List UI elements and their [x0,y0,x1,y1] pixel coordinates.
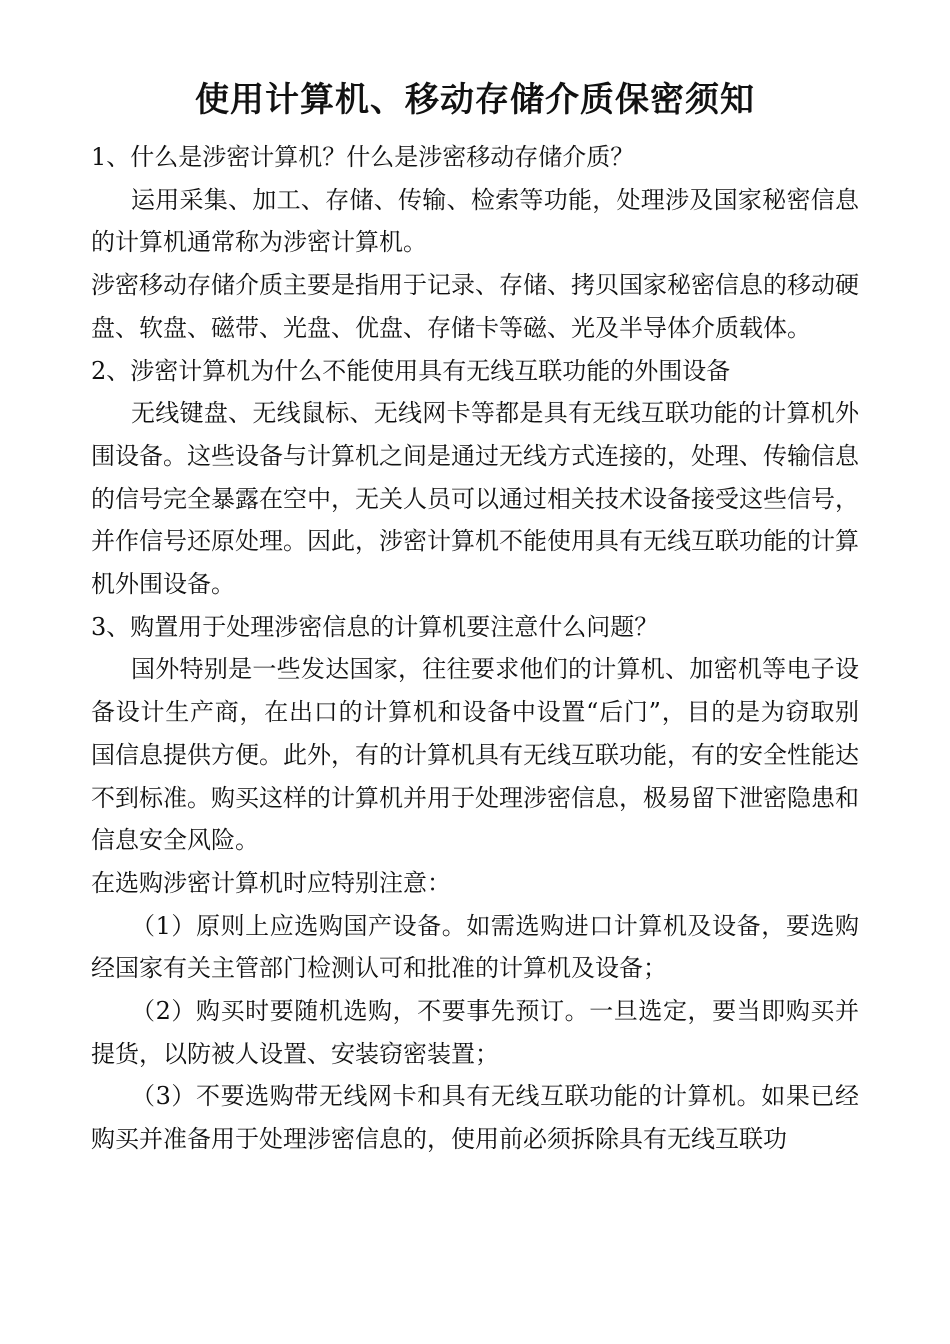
paragraph-foreign-backdoor: 国外特别是一些发达国家，往往要求他们的计算机、加密机等电子设备设计生产商，在出口的计算机和设备中设置“后门”，目的是为窃取别国信息提供方便。此外，有的计算机具有无线互联功能，有的安全性能达不到标准。购买这样的计算机并用于处理涉密信息，极易留下泄密隐患和信息安全风险。 [91,655,859,855]
paragraph-wireless-devices: 无线键盘、无线鼠标、无线网卡等都是具有无线互联功能的计算机外围设备。这些设备与计算机之间是通过无线方式连接的，处理、传输信息的信号完全暴露在空中，无关人员可以通过相关技术设备接受这些信号，并作信号还原处理。因此，涉密计算机不能使用具有无线互联功能的计算机外围设备。 [91,399,859,599]
section-heading-1: 1、什么是涉密计算机？什么是涉密移动存储介质？ [91,143,635,171]
paragraph-purchase-notes: 在选购涉密计算机时应特别注意： [91,868,451,897]
list-item-3: （3）不要选购带无线网卡和具有无线互联功能的计算机。如果已经购买并准备用于处理涉密信息的，使用前必须拆除具有无线互联功 [91,1082,859,1154]
document-body [91,136,859,1161]
section-heading-2: 2、涉密计算机为什么不能使用具有无线互联功能的外围设备 [91,356,731,385]
list-item-1: （1）原则上应选购国产设备。如需选购进口计算机及设备，要选购经国家有关主管部门检测认可和批准的计算机及设备； [91,911,859,983]
paragraph-definition-media: 涉密移动存储介质主要是指用于记录、存储、拷贝国家秘密信息的移动硬盘、软盘、磁带、光盘、优盘、存储卡等磁、光及半导体介质载体。 [91,271,859,342]
document-title: 使用计算机、移动存储介质保密须知 [195,80,755,120]
paragraph-definition-computer: 运用采集、加工、存储、传输、检索等功能，处理涉及国家秘密信息的计算机通常称为涉密计算机。 [91,185,859,257]
list-item-2: （2）购买时要随机选购，不要事先预订。一旦选定，要当即购买并提货，以防被人设置、安装窃密装置； [91,997,859,1068]
section-heading-3: 3、购置用于处理涉密信息的计算机要注意什么问题？ [91,612,659,641]
